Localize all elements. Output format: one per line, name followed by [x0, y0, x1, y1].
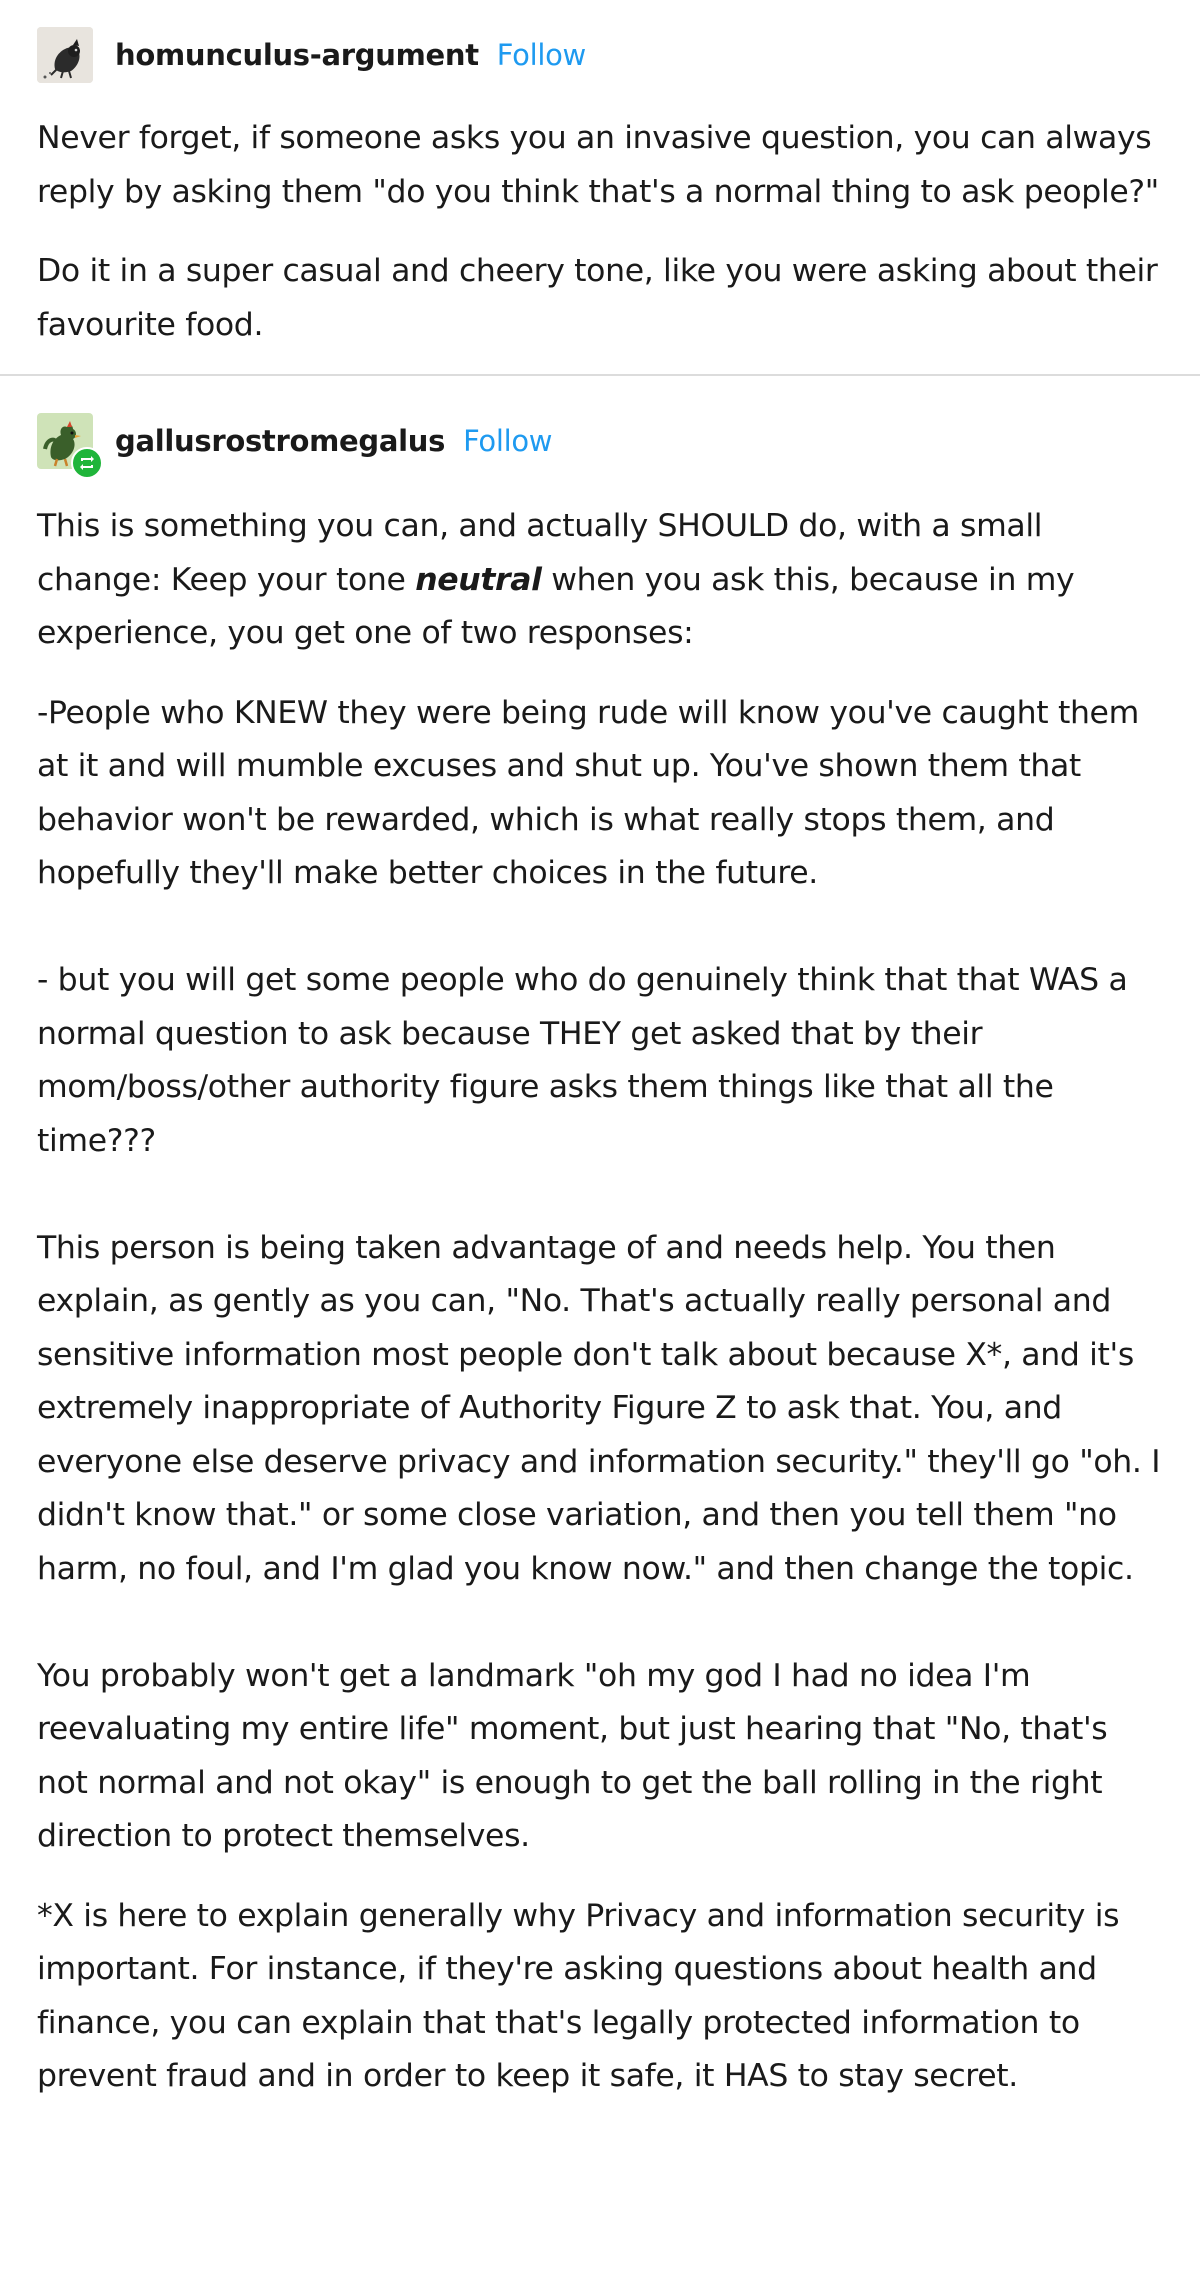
dark-creature-avatar-icon[interactable] [37, 27, 93, 83]
paragraph: Never forget, if someone asks you an invasive question, you can always reply by asking them "do you think that's a normal thing to ask people?" [37, 120, 1159, 210]
rooster-avatar-icon[interactable] [37, 413, 93, 469]
post-header [37, 26, 1162, 84]
paragraph: -People who KNEW they were being rude will know you've caught them at it and will mumble excuses and shut up. You've shown them that behavior won't be rewarded, which is what really stops them, and hopefully they'll make better choices in the future. [37, 694, 1139, 891]
post-original [0, 0, 1200, 352]
post-header [37, 412, 1162, 470]
username[interactable]: homunculus-argument [115, 38, 479, 72]
post-body [37, 500, 1162, 2104]
paragraph: Do it in a super casual and cheery tone, like you were asking about their favourite food. [37, 253, 1158, 343]
follow-button[interactable]: Follow [496, 38, 586, 72]
reblog-icon [71, 447, 103, 479]
username[interactable]: gallusrostromegalus [115, 424, 446, 458]
post-body [37, 112, 1162, 352]
paragraph-intro: This is something you can, and actually SHOULD do, with a small change: Keep your tone neutral when you ask this, because in my experience, you get one of two responses: [37, 508, 1075, 651]
paragraph: This person is being taken advantage of and needs help. You then explain, as gently as you can, "No. That's actually really personal and sensitive information most people don't talk about because X*, and it's extremely inappropriate of Authority Figure Z to ask that. You, and everyone else deserve privacy and information security." they'll go "oh. I didn't know that." or some close variation, and then you tell them "no harm, no foul, and I'm glad you know now." and then change the topic. [37, 1229, 1161, 1587]
follow-button[interactable]: Follow [463, 424, 553, 458]
paragraph: You probably won't get a landmark "oh my god I had no idea I'm reevaluating my entire life" moment, but just hearing that "No, that's not normal and not okay" is enough to get the ball rolling in the right direction to protect themselves. [37, 1657, 1108, 1854]
post-reblog [0, 376, 1200, 2104]
paragraph: - but you will get some people who do genuinely think that that WAS a normal question to ask because THEY get asked that by their mom/boss/other authority figure asks them things like that all the time??? [37, 962, 1128, 1159]
paragraph-footnote: *X is here to explain generally why Privacy and information security is important. For instance, if they're asking questions about health and finance, you can explain that that's legally protected information to prevent fraud and in order to keep it safe, it HAS to stay secret. [37, 1897, 1120, 2094]
emphasis-neutral: neutral [415, 561, 542, 598]
